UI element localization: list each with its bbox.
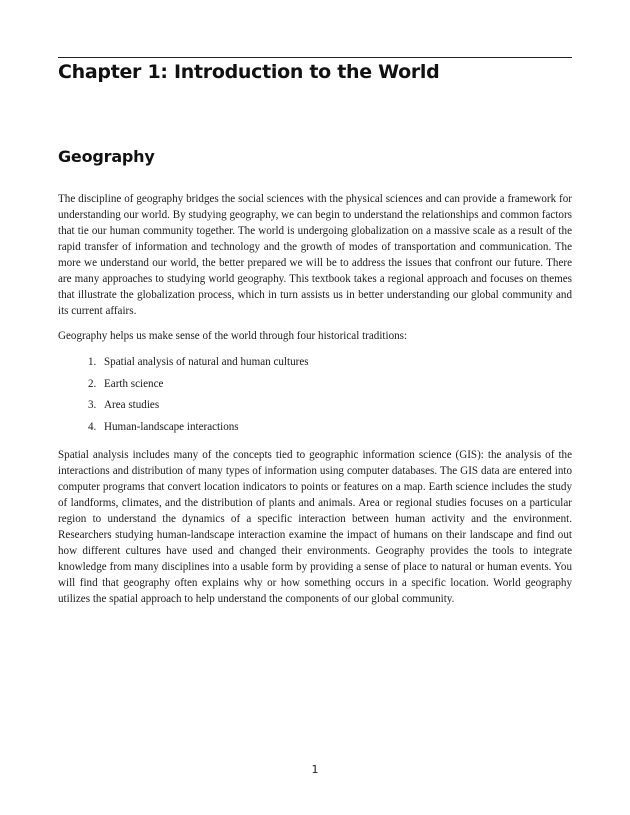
- list-item: [58, 376, 572, 398]
- list-item: [58, 419, 572, 441]
- list-item-number: 4.: [88, 420, 97, 433]
- list-item-text: Earth science: [104, 377, 164, 390]
- spatial-analysis-paragraph: Spatial analysis includes many of the concepts tied to geographic information science (GIS): the analysis of the interactions and distribution of many types of information using computer databases. The GIS data are entered into computer programs that convert location indicators to points or features on a map. Earth science includes the study of landforms, climates, and the distribution of plants and animals. Area or regional studies focuses on a particular region to understand the dynamics of a specific interaction between human activity and the environment. Researchers studying human-landscape interaction examine the impact of humans on their landscape and find out how different cultures have used and changed their environments. Geography provides the tools to integrate knowledge from many disciplines into a usable form by providing a sense of place to natural or human events. You will find that geography often explains why or how something occurs in a specific location. World geography utilizes the spatial approach to help understand the components of our global community.: [58, 449, 572, 605]
- list-item-number: 3.: [88, 399, 97, 411]
- traditions-lead-paragraph: Geography helps us make sense of the world through four historical traditions:: [58, 330, 408, 342]
- header-rule: [58, 57, 572, 58]
- chapter-title: Chapter 1: Introduction to the World: [58, 61, 440, 83]
- page-number: 1: [311, 763, 319, 776]
- intro-paragraph: The discipline of geography bridges the social sciences with the physical sciences and can provide a framework for understanding our world. By studying geography, we can begin to understand the relationships and common factors that tie our human community together. The world is undergoing globalization on a massive scale as a result of the rapid transfer of information and technology and the growth of modes of transportation and communication. The more we understand our world, the better prepared we will be to address the issues that confront our future. There are many approaches to studying world geography. This textbook takes a regional approach and focuses on themes that illustrate the globalization process, which in turn assists us in better understanding our global community and its current affairs.: [58, 193, 572, 317]
- list-item-number: 2.: [88, 377, 97, 390]
- section-title: Geography: [58, 147, 155, 166]
- list-item-number: 1.: [88, 356, 97, 368]
- list-item-text: Area studies: [104, 399, 160, 411]
- list-item: [58, 354, 572, 376]
- traditions-list: [58, 354, 572, 440]
- list-item-text: Human-landscape interactions: [104, 420, 239, 433]
- list-item: [58, 397, 572, 419]
- list-item-text: Spatial analysis of natural and human cultures: [104, 356, 309, 368]
